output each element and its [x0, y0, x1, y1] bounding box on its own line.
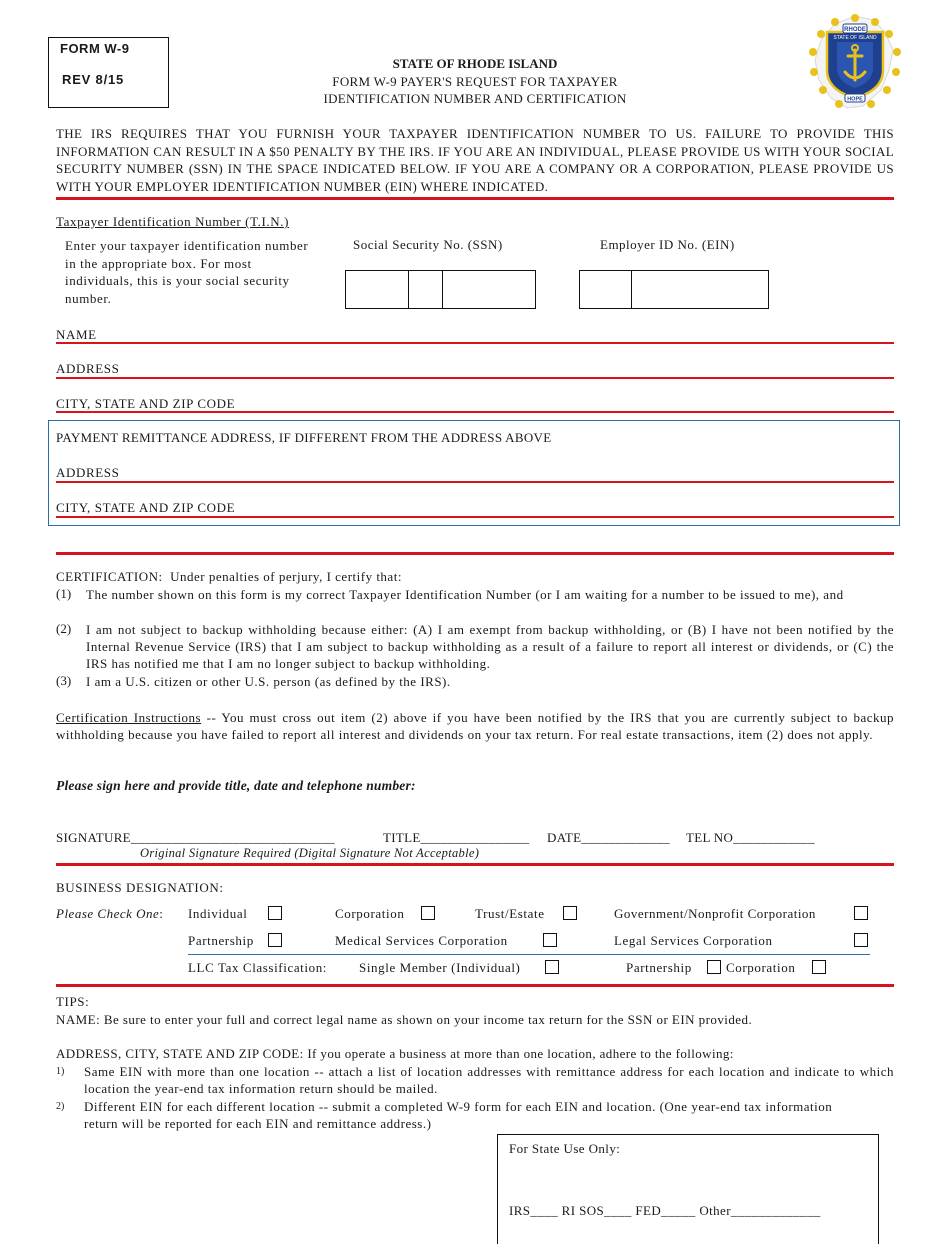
llc-single-member-checkbox[interactable]: [545, 960, 559, 974]
cert-item-text: I am not subject to backup withholding because either: (A) I am exempt from backup withholding, or (B) I have not been notified by the Internal Revenue Service (IRS) that I am subject to backup withholding as a result of a failure to report all interest or dividends, or (C) the IRS has notified me that I am no longer subject to backup withholding.: [86, 622, 894, 671]
tip-item-text: Same EIN with more than one location -- attach a list of location addresses with remittance address for each location and indicate to which location the year-end tax information return should be mailed.: [84, 1064, 894, 1096]
option-corporation-label: Corporation: [335, 906, 405, 921]
llc-corporation-checkbox[interactable]: [812, 960, 826, 974]
form-title-line1: FORM W-9 PAYER'S REQUEST FOR TAXPAYER: [332, 74, 618, 89]
state-use-heading: For State Use Only:: [509, 1141, 621, 1156]
state-seal-logo: [803, 10, 907, 114]
remittance-city-line[interactable]: [56, 516, 894, 518]
cert-item-text: The number shown on this form is my correct Taxpayer Identification Number (or I am waiting for a number to be issued to me), and: [86, 587, 844, 602]
divider: [56, 984, 894, 987]
state-use-codes[interactable]: IRS____ RI SOS____ FED_____ Other_____________: [509, 1203, 821, 1218]
ssn-part2-input[interactable]: [408, 270, 443, 309]
tip-item-number: 2): [56, 1101, 65, 1112]
medical-services-checkbox[interactable]: [543, 933, 557, 947]
option-govt-label: Government/Nonprofit Corporation: [614, 906, 816, 921]
seal-top-text: RHODE: [844, 27, 866, 33]
ssn-part1-input[interactable]: [345, 270, 409, 309]
tin-heading: Taxpayer Identification Number (T.I.N.): [56, 214, 290, 229]
govt-nonprofit-checkbox[interactable]: [854, 906, 868, 920]
name-label: NAME: [56, 327, 97, 342]
certification-instructions: [56, 709, 894, 743]
legal-services-checkbox[interactable]: [854, 933, 868, 947]
signature-note: Original Signature Required (Digital Signature Not Acceptable): [140, 846, 480, 860]
tel-field[interactable]: TEL NO____________: [686, 830, 815, 845]
cert-item-number: (3): [56, 673, 72, 688]
ein-part2-input[interactable]: [631, 270, 769, 309]
form-label: FORM W-9: [60, 41, 130, 56]
city-label: CITY, STATE AND ZIP CODE: [56, 396, 236, 411]
tin-instructions: Enter your taxpayer identification number in the appropriate box. For most individuals, this is your social security number.: [65, 238, 309, 306]
check-one-colon: :: [159, 906, 164, 921]
remittance-address-label: ADDRESS: [56, 465, 120, 480]
name-field-line[interactable]: [56, 342, 894, 344]
signature-field[interactable]: SIGNATURE______________________________: [56, 830, 335, 845]
title-field[interactable]: TITLE________________: [383, 830, 530, 845]
option-trust-label: Trust/Estate: [475, 906, 545, 921]
trust-estate-checkbox[interactable]: [563, 906, 577, 920]
business-heading: BUSINESS DESIGNATION:: [56, 880, 224, 895]
certification-heading: CERTIFICATION: Under penalties of perjury, I certify that:: [56, 569, 402, 584]
address-field-line[interactable]: [56, 377, 894, 379]
address-label: ADDRESS: [56, 361, 120, 376]
option-medical-label: Medical Services Corporation: [335, 933, 508, 948]
ssn-label: Social Security No. (SSN): [353, 237, 503, 252]
certification-instructions-title: Certification Instructions: [56, 710, 202, 725]
check-one-text: Please Check One: [56, 906, 160, 921]
cert-item-number: (2): [56, 621, 72, 636]
tip-item-number: 1): [56, 1066, 65, 1077]
option-partnership-label: Partnership: [188, 933, 254, 948]
tips-heading: TIPS:: [56, 994, 90, 1009]
llc-label: LLC Tax Classification:: [188, 960, 328, 975]
corporation-checkbox[interactable]: [421, 906, 435, 920]
cert-item-text: I am a U.S. citizen or other U.S. person (as defined by the IRS).: [86, 674, 451, 689]
tips-address: ADDRESS, CITY, STATE AND ZIP CODE: If you operate a business at more than one location, adhere to the following:: [56, 1046, 734, 1061]
tip-item-text: Different EIN for each different location -- submit a completed W-9 form for each EIN and location. (One year-end tax information return will be reported for each EIN and remittance address.): [84, 1099, 833, 1131]
form-title-line2: IDENTIFICATION NUMBER AND CERTIFICATION: [323, 91, 627, 106]
certification-instructions-text: -- You must cross out item (2) above if you have been notified by the IRS that you are currently subject to backup withholding because you have failed to report all interest and dividends on your tax return. For real estate transactions, item (2) does not apply.: [56, 710, 894, 742]
llc-partnership-checkbox[interactable]: [707, 960, 721, 974]
option-individual-label: Individual: [188, 906, 248, 921]
divider: [56, 197, 894, 200]
date-field[interactable]: DATE_____________: [547, 830, 670, 845]
city-field-line[interactable]: [56, 411, 894, 413]
option-legal-label: Legal Services Corporation: [614, 933, 773, 948]
rev-label: REV 8/15: [62, 72, 125, 87]
ein-label: Employer ID No. (EIN): [600, 237, 735, 252]
individual-checkbox[interactable]: [268, 906, 282, 920]
llc-partnership-label: Partnership: [626, 960, 692, 975]
divider: [56, 552, 894, 555]
cert-item-number: (1): [56, 586, 72, 601]
tips-name: NAME: Be sure to enter your full and correct legal name as shown on your income tax return for the SSN or EIN provided.: [56, 1012, 753, 1027]
remittance-address-line[interactable]: [56, 481, 894, 483]
remittance-heading: PAYMENT REMITTANCE ADDRESS, IF DIFFERENT FROM THE ADDRESS ABOVE: [56, 430, 552, 445]
intro-paragraph: THE IRS REQUIRES THAT YOU FURNISH YOUR TAXPAYER IDENTIFICATION NUMBER TO US. FAILURE TO PROVIDE THIS INFORMATION CAN RESULT IN A $50 PENALTY BY THE IRS. IF YOU ARE AN INDIVIDUAL, PLEASE PROVIDE US WITH YOUR SOCIAL SECURITY NUMBER (SSN) IN THE SPACE INDICATED BELOW. IF YOU ARE A COMPANY OR A CORPORATION, PLEASE PROVIDE US WITH YOUR EMPLOYER IDENTIFICATION NUMBER (EIN) WHERE INDICATED.: [56, 126, 894, 194]
remittance-city-label: CITY, STATE AND ZIP CODE: [56, 500, 236, 515]
sign-prompt: Please sign here and provide title, date and telephone number:: [56, 778, 416, 793]
partnership-checkbox[interactable]: [268, 933, 282, 947]
ein-part1-input[interactable]: [579, 270, 632, 309]
seal-bottom-text: HOPE: [847, 96, 863, 103]
ssn-part3-input[interactable]: [442, 270, 536, 309]
seal-ring-text: STATE OF ISLAND: [833, 35, 877, 41]
llc-separator: [188, 954, 870, 955]
check-one-label: [56, 906, 163, 922]
llc-corporation-label: Corporation: [726, 960, 796, 975]
llc-single-label: Single Member (Individual): [359, 960, 521, 975]
state-heading: STATE OF RHODE ISLAND: [392, 56, 558, 71]
divider: [56, 863, 894, 866]
